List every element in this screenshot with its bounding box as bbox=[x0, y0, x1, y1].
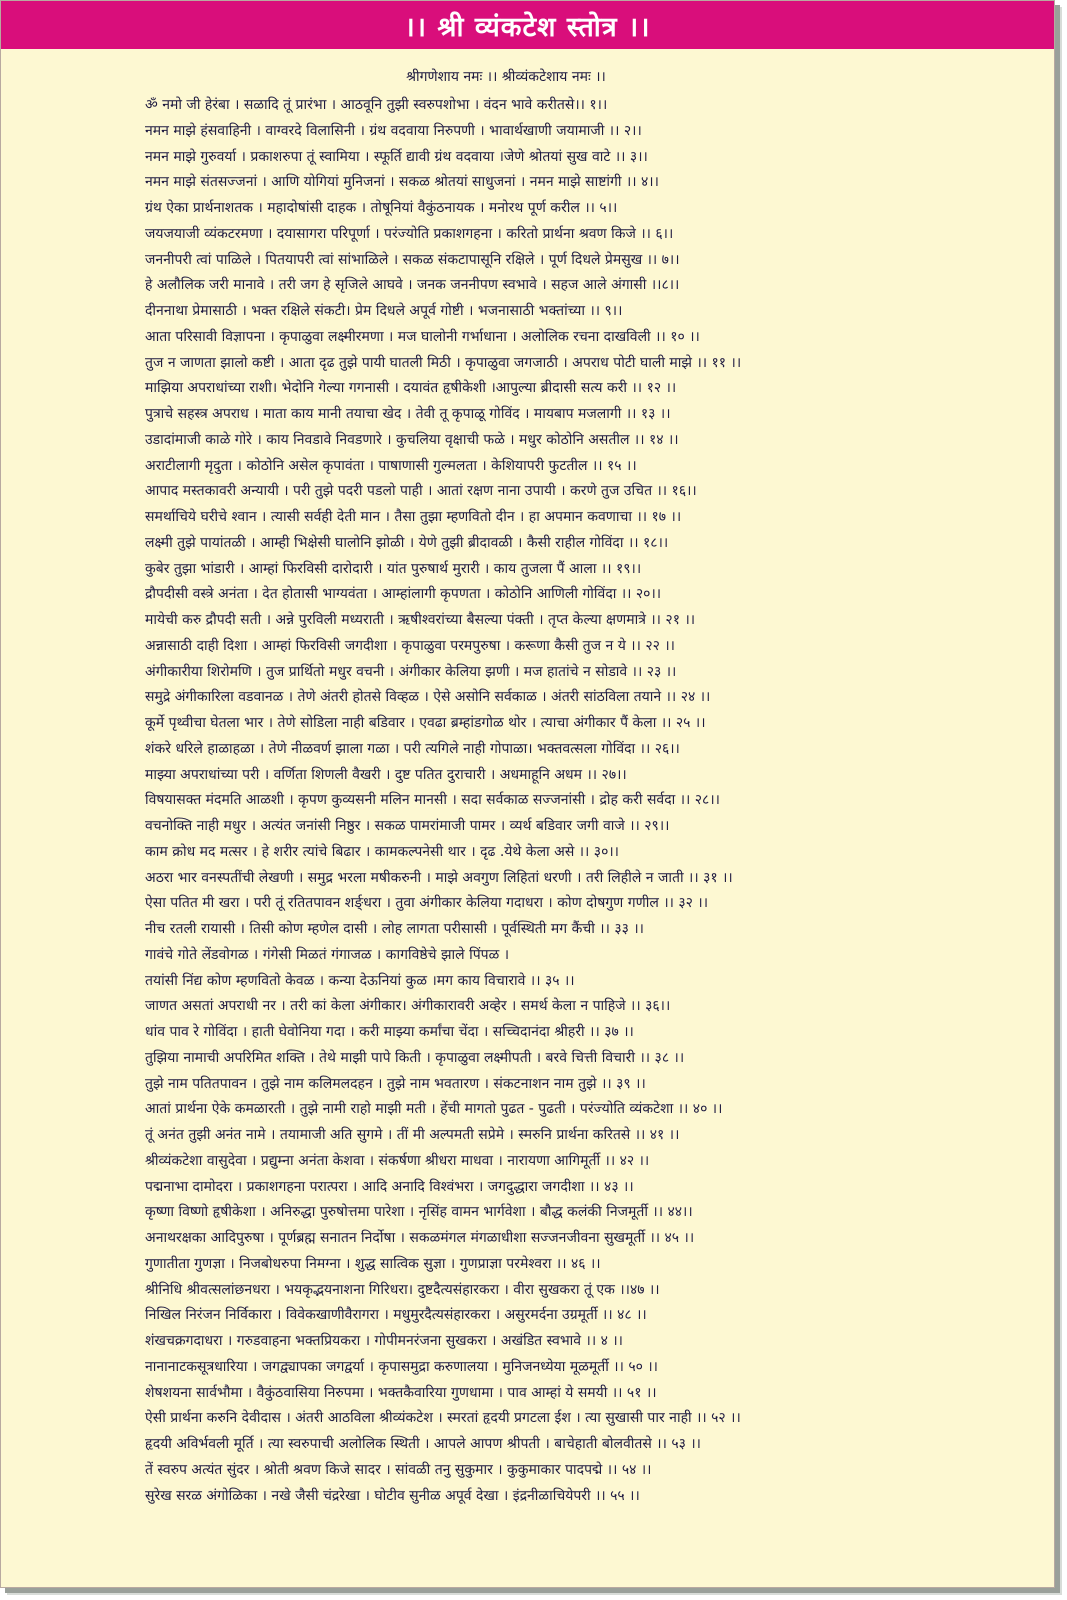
verse-list bbox=[145, 93, 1044, 1509]
verse-line: माझ्या अपराधांच्या परी । वर्णिता शिणली वैखरी । दुष्ट पतित दुराचारी । अधमाहूनि अधम ।। २७।। bbox=[145, 766, 627, 783]
verse-line: द्रौपदीसी वस्त्रे अनंता । देत होतासी भाग्यवंता । आम्हांलागी कृपणता । कोठोनि आणिली गोविंदा ।। २०।। bbox=[145, 586, 662, 603]
verse-line: अनाथरक्षका आदिपुरुषा । पूर्णब्रह्म सनातन निर्दोषा । सकळमंगल मंगळाधीशा सज्जनजीवना सुखमूर्ती ।। ४५ ।। bbox=[145, 1230, 695, 1246]
verse-line: जननीपरी त्वां पाळिले । पितयापरी त्वां सांभाळिले । सकळ संकटापासूनि रक्षिले । पूर्ण दिधले प्रेमसुख ।। ७।। bbox=[145, 251, 680, 268]
verse-line: अठरा भार वनस्पतींची लेखणी । समुद्र भरला मषीकरुनी । माझे अवगुण लिहितां धरणी । तरी लिहीले न जाती ।। ३१ ।। bbox=[145, 869, 733, 886]
verse-line: जाणत असतां अपराधी नर । तरी कां केला अंगीकार। अंगीकारावरी अव्हेर । समर्थ केला न पाहिजे ।। ३६।। bbox=[145, 998, 671, 1015]
verse-line: कूर्मे पृथ्वीचा घेतला भार । तेणे सोडिला नाही बडिवार । एवढा ब्रम्हांडगोळ थोर । त्याचा अंगीकार पैं केला ।। २५ ।। bbox=[145, 715, 706, 731]
verse-line: कृष्णा विष्णो हृषीकेशा । अनिरुद्धा पुरुषोत्तमा पारेशा । नृसिंह वामन भार्गवेशा । बौद्ध कलंकी निजमूर्ती ।। ४४।। bbox=[145, 1204, 693, 1221]
verse-line: तूं अनंत तुझी अनंत नामे । तयामाजी अति सुगमे । तीं मी अल्पमती सप्रेमे । स्मरुनि प्रार्थना करितसे ।। ४१ ।। bbox=[145, 1127, 680, 1143]
verse-line: गुणातीता गुणज्ञा । निजबोधरुपा निमग्ना । शुद्ध सात्विक सुज्ञा । गुणप्राज्ञा परमेश्वरा ।। ४६ ।। bbox=[145, 1255, 601, 1272]
verse-line: तुज न जाणता झालो कष्टी । आता दृढ तुझे पायी घातली मिठी । कृपाळुवा जगजाठी । अपराध पोटी घाली माझे ।। ११ ।। bbox=[145, 354, 742, 371]
invocation-line: श्रीगणेशाय नमः ।। श्रीव्यंकटेशाय नमः ।। bbox=[406, 69, 606, 85]
verse-line: ग्रंथ ऐका प्रार्थनाशतक । महादोषांसी दाहक । तोषूनियां वैकुंठनायक । मनोरथ पूर्ण करील ।। ५।। bbox=[145, 200, 618, 216]
verse-line: कुबेर तुझा भांडारी । आम्हां फिरविसी दारोदारी । यांत पुरुषार्थ मुरारी । काय तुजला पैं आला ।। १९।। bbox=[145, 560, 642, 577]
verse-line: सुरेख सरळ अंगोळिका । नखे जैसी चंद्ररेखा । घोटीव सुनीळ अपूर्व देखा । इंद्रनीळाचियेपरी ।। ५५ ।। bbox=[145, 1487, 640, 1504]
verse-line: निखिल निरंजन निर्विकारा । विवेकखाणीवैरागरा । मधुमुरदैत्यसंहारकरा । असुरमर्दना उग्रमूर्ती ।। ४८ ।। bbox=[145, 1307, 647, 1324]
verse-line: मायेची करु द्रौपदी सती । अन्ने पुरविली मध्यराती । ऋषीश्वरांच्या बैसल्या पंक्ती । तृप्त केल्या क्षणमात्रे ।। २१ ।। bbox=[145, 612, 696, 628]
verse-line: पद्मनाभा दामोदरा । प्रकाशगहना परात्परा । आदि अनादि विश्वंभरा । जगदुद्धारा जगदीशा ।। ४३ ।। bbox=[145, 1178, 634, 1195]
verse-line: अराटीलागी मृदुता । कोठोनि असेल कृपावंता । पाषाणासी गुल्मलता । केशियापरी फुटतील ।। १५ ।। bbox=[145, 457, 637, 474]
verse-line: तें स्वरुप अत्यंत सुंदर । श्रोती श्रवण किजे सादर । सांवळी तनु सुकुमार । कुकुमाकार पादपद्मे ।। ५४ ।। bbox=[145, 1461, 652, 1478]
verse-line: नानानाटकसूत्रधारिया । जगद्व्यापका जगद्वर्या । कृपासमुद्रा करुणालया । मुनिजनध्येया मूळमूर्ती ।। ५० ।। bbox=[145, 1358, 658, 1375]
verse-line: वचनोक्ति नाही मधुर । अत्यंत जनांसी निष्ठुर । सकळ पामरांमाजी पामर । व्यर्थ बडिवार जगी वाजे ।। २९।। bbox=[145, 818, 670, 834]
verse-line: तुझे नाम पतितपावन । तुझे नाम कलिमलदहन । तुझे नाम भवतारण । संकटनाशन नाम तुझे ।। ३९ ।। bbox=[145, 1075, 646, 1092]
verse-line: उडादांमाजी काळे गोरे । काय निवडावे निवडणारे । कुचलिया वृक्षाची फळे । मधुर कोठोनि असतील ।। १४ ।। bbox=[145, 431, 679, 448]
verse-line: माझिया अपराधांच्या राशी। भेदोनि गेल्या गगनासी । दयावंत हृषीकेशी ।आपुल्या ब्रीदासी सत्य करी ।। १२ ।। bbox=[145, 380, 677, 397]
verse-line: नमन माझे संतसज्जनां । आणि योगियां मुनिजनां । सकळ श्रोतयां साधुजनां । नमन माझे साष्टांगी ।। ४।। bbox=[145, 174, 659, 191]
verse-line: नीच रतली रायासी । तिसी कोण म्हणेल दासी । लोह लागता परीसासी । पूर्वस्थिती मग कैंची ।। ३३ ।। bbox=[145, 921, 644, 937]
verse-line: तुझिया नामाची अपरिमित शक्ति । तेथे माझी पापे किती । कृपाळुवा लक्ष्मीपती । बरवे चित्ती विचारी ।। ३८ ।। bbox=[145, 1049, 685, 1066]
verse-line: नमन माझे हंसवाहिनी । वाग्वरदे विलासिनी । ग्रंथ वदवाया निरुपणी । भावार्थखाणी जयामाजी ।। २।। bbox=[145, 122, 642, 139]
verse-line: अंगीकारीया शिरोमणि । तुज प्रार्थितो मधुर वचनी । अंगीकार केलिया झणी । मज हातांचे न सोडावे ।। २३ ।। bbox=[145, 663, 677, 680]
verse-line: अन्नासाठी दाही दिशा । आम्हां फिरविसी जगदीशा । कृपाळुवा परमपुरुषा । करूणा कैसी तुज न ये ।। २२ ।। bbox=[145, 637, 675, 654]
verse-line: समुद्रे अंगीकारिला वडवानळ । तेणे अंतरी होतसे विव्हळ । ऐसे असोनि सर्वकाळ । अंतरी सांठविला तयाने ।। २४ ।। bbox=[145, 689, 711, 706]
verse-line: विषयासक्त मंदमति आळशी । कृपण कुव्यसनी मलिन मानसी । सदा सर्वकाळ सज्जनांसी । द्रोह करी सर्वदा ।। २८।। bbox=[145, 792, 720, 809]
verse-line: आतां प्रार्थना ऐके कमळारती । तुझे नामी राहो माझी मती । हेंची मागतो पुढत - पुढती । परंज्योति व्यंकटेशा ।। ४० ।। bbox=[145, 1101, 723, 1118]
verse-line: लक्ष्मी तुझे पायांतळी । आम्ही भिक्षेसी घालोनि झोळी । येणे तुझी ब्रीदावळी । कैसी राहील गोविंदा ।। १८।। bbox=[145, 534, 669, 551]
verse-line: आता परिसावी विज्ञापना । कृपाळुवा लक्ष्मीरमणा । मज घालोनी गर्भाधाना । अलोलिक रचना दाखविली ।। १० ।। bbox=[145, 328, 700, 345]
verse-line: श्रीनिधि श्रीवत्सलांछनधरा । भयकृद्भयनाशना गिरिधरा। दुष्टदैत्यसंहारकरा । वीरा सुखकरा तूं एक ।।४७ ।। bbox=[145, 1281, 660, 1298]
verse-line: ॐ नमो जी हेरंबा । सळादि तूं प्रारंभा । आठवूनि तुझी स्वरुपशोभा । वंदन भावे करीतसे।। १।। bbox=[145, 97, 608, 113]
verse-line: धांव पाव रे गोविंदा । हाती घेवोनिया गदा । करी माझ्या कर्मांचा चेंदा । सच्चिदानंदा श्रीहरी ।। ३७ ।। bbox=[145, 1024, 634, 1040]
verse-line: शंखचक्रगदाधरा । गरुडवाहना भक्तप्रियकरा । गोपीमनरंजना सुखकरा । अखंडित स्वभावे ।। ४ ।। bbox=[145, 1333, 623, 1349]
verse-line: तयांसी निंद्य कोण म्हणवितो केवळ । कन्या देऊनियां कुळ ।मग काय विचारावे ।। ३५ ।। bbox=[145, 972, 575, 989]
verse-line: ऐसी प्रार्थना करुनि देवीदास । अंतरी आठविला श्रीव्यंकटेश । स्मरतां हृदयी प्रगटला ईश । त्या सुखासी पार नाही ।। ५२ ।। bbox=[145, 1410, 741, 1427]
title-banner bbox=[1, 1, 1054, 49]
verse-line: आपाद मस्तकावरी अन्यायी । परी तुझे पदरी पडलो पाही । आतां रक्षण नाना उपायी । करणे तुज उचित ।। १६।। bbox=[145, 483, 697, 500]
verse-line: ऐसा पतित मी खरा । परी तूं रतितपावन शर्ङ्धरा । तुवा अंगीकार केलिया गदाधरा । कोण दोषगुण गणील ।। ३२ ।। bbox=[145, 895, 709, 912]
verse-line: दीननाथा प्रेमासाठी । भक्त रक्षिले संकटी। प्रेम दिधले अपूर्व गोष्टी । भजनासाठी भक्तांच्या ।। ९।। bbox=[145, 303, 623, 319]
verse-line: हे अलौलिक जरी मानावे । तरी जग हे सृजिले आघवे । जनक जननीपण स्वभावे । सहज आले अंगासी ।।८।। bbox=[145, 277, 680, 294]
page-title: ।। श्री व्यंकटेश स्तोत्र ।। bbox=[404, 11, 651, 43]
verse-line: हृदयी अविर्भवली मूर्ति । त्या स्वरुपाची अलोलिक स्थिती । आपले आपण श्रीपती । बाचेहाती बोलवीतसे ।। ५३ ।। bbox=[145, 1436, 701, 1452]
verse-line: गावंचे गोते लेंडवोगळ । गंगेसी मिळतं गंगाजळ । कागविष्ठेचे झाले पिंपळ । bbox=[145, 946, 510, 963]
verse-line: जयजयाजी व्यंकटरमणा । दयासागरा परिपूर्णा । परंज्योति प्रकाशगहना । करितो प्रार्थना श्रवण किजे ।। ६।। bbox=[145, 225, 674, 242]
verse-line: काम क्रोध मद मत्सर । हे शरीर त्यांचे बिढार । कामकल्पनेसी थार । दृढ .येथे केला असे ।। ३०।। bbox=[145, 843, 619, 860]
verse-line: शंकरे धरिले हाळाहळा । तेणे नीळवर्ण झाला गळा । परी त्यगिले नाही गोपाळा। भक्तवत्सला गोविंदा ।। २६।। bbox=[145, 740, 680, 757]
verse-line: श्रीव्यंकटेशा वासुदेवा । प्रद्युम्ना अनंता केशवा । संकर्षणा श्रीधरा माधवा । नारायणा आगिमूर्ती ।। ४२ ।। bbox=[145, 1152, 650, 1169]
verse-line: पुत्राचे सहस्त्र अपराध । माता काय मानी तयाचा खेद । तेवी तू कृपाळू गोविंद । मायबाप मजलागी ।। १३ ।। bbox=[145, 406, 671, 422]
verse-line: नमन माझे गुरुवर्या । प्रकाशरुपा तूं स्वामिया । स्फूर्ति द्यावी ग्रंथ वदवाया ।जेणे श्रोतयां सुख वाटे ।। ३।। bbox=[145, 148, 648, 165]
verse-line: समर्थाचिये घरीचे श्वान । त्यासी सर्वही देती मान । तैसा तुझा म्हणवितो दीन । हा अपमान कवणाचा ।। १७ ।। bbox=[145, 509, 682, 525]
verse-line: शेषशयना सार्वभौमा । वैकुंठवासिया निरुपमा । भक्तकैवारिया गुणधामा । पाव आम्हां ये समयी ।। ५१ ।। bbox=[145, 1384, 657, 1401]
